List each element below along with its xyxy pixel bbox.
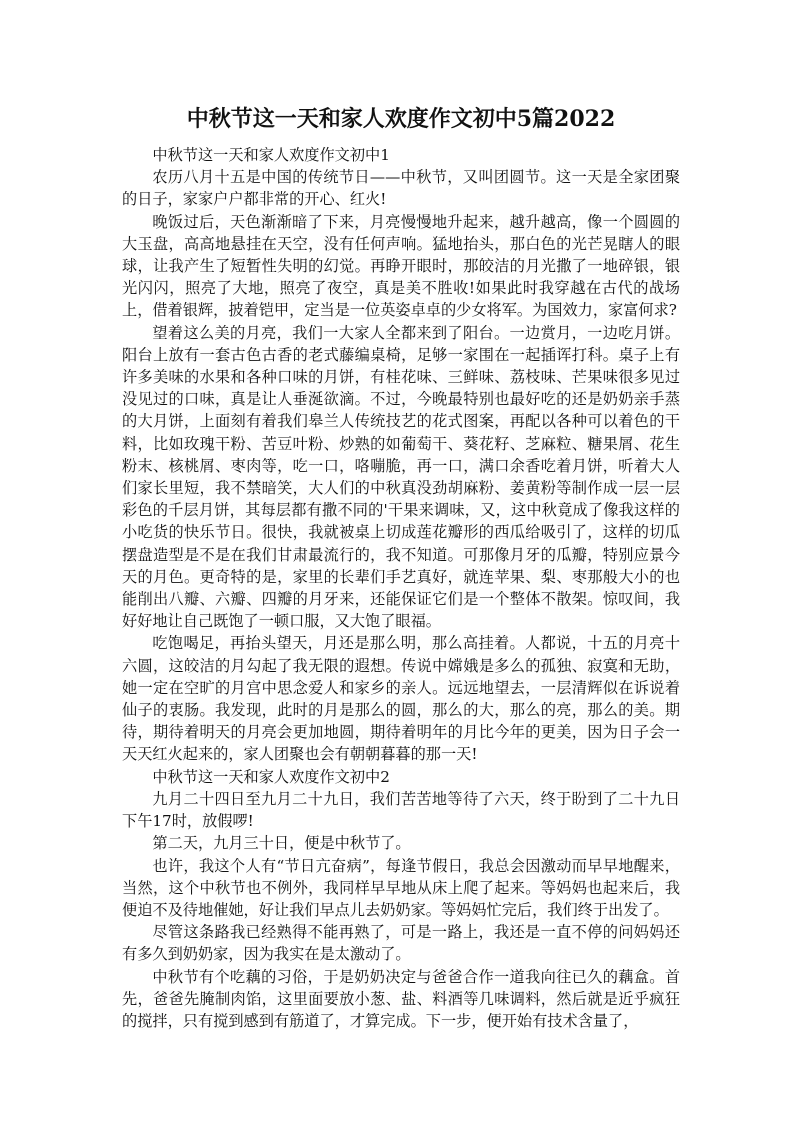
paragraph: 九月二十四日至九月二十九日，我们苦苦地等待了六天，终于盼到了二十九日下午17时，放假啰! [122, 789, 680, 831]
paragraph: 望着这么美的月亮，我们一大家人全都来到了阳台。一边赏月，一边吃月饼。阳台上放有一套古色古香的老式藤编桌椅，足够一家围在一起插诨打科。桌子上有许多美味的水果和各种口味的月饼，有桂花味、三鲜味、荔枝味、芒果味很多见过没见过的口味，真是让人垂涎欲滴。不过，今晚最特别也最好吃的还是奶奶亲手蒸的大月饼，上面刻有着我们皋兰人传统技艺的花式图案，再配以各种可以着色的干料，比如玫瑰干粉、苦豆叶粉、炒熟的如葡萄干、葵花籽、芝麻粒、糖果屑、花生粉末、核桃屑、枣肉等，吃一口，咯嘣脆，再一口，满口余香吃着月饼，听着大人们家长里短，我不禁暗笑，大人们的中秋真没劲胡麻粉、姜黄粉等制作成一层一层彩色的千层月饼，其每层都有撒不同的'干果来调味，又，这中秋竟成了像我这样的小吃货的快乐节日。很快，我就被桌上切成莲花瓣形的西瓜给吸引了，这样的切瓜摆盘造型是不是在我们甘肃最流行的，我不知道。可那像月牙的瓜瓣，特别应景今天的月色。更奇特的是，家里的长辈们手艺真好，就连苹果、梨、枣那般大小的也能削出八瓣、六瓣、四瓣的月牙来，还能保证它们是一个整体不散架。惊叹间，我好好地让自己既饱了一顿口服，又大饱了眼福。 [122, 323, 680, 631]
document-title: 中秋节这一天和家人欢度作文初中5篇2022 [186, 106, 616, 132]
section-heading-2: 中秋节这一天和家人欢度作文初中2 [152, 767, 390, 786]
paragraph: 中秋节有个吃藕的习俗，于是奶奶决定与爸爸合作一道我向往已久的藕盒。首先，爸爸先腌制肉馅，这里面要放小葱、盐、料酒等几味调料，然后就是近乎疯狂的搅拌，只有搅到感到有筋道了，才算完成。下一步，便开始有技术含量了， [122, 967, 680, 1030]
document-body [122, 144, 680, 1032]
paragraph: 尽管这条路我已经熟得不能再熟了，可是一路上，我还是一直不停的问妈妈还有多久到奶奶家，因为我实在是太激动了。 [122, 923, 680, 964]
section-heading-1: 中秋节这一天和家人欢度作文初中1 [152, 146, 390, 164]
paragraph: 农历八月十五是中国的传统节日——中秋节，又叫团圆节。这一天是全家团聚的日子，家家户户都非常的开心、红火! [122, 168, 680, 209]
paragraph: 吃饱喝足，再抬头望天，月还是那么明，那么高挂着。人都说，十五的月亮十六圆，这皎洁的月勾起了我无限的遐想。传说中嫦娥是多么的孤独、寂寞和无助，她一定在空旷的月宫中思念爱人和家乡的亲人。远远地望去，一层清辉似在诉说着仙子的衷肠。我发现，此时的月是那么的圆，那么的大，那么的亮，那么的美。期待，期待着明天的月亮会更加地圆，期待着明年的月比今年的更美，因为日子会一天天红火起来的，家人团聚也会有朝朝暮暮的那一天! [122, 634, 680, 764]
paragraph: 晚饭过后，天色渐渐暗了下来，月亮慢慢地升起来，越升越高，像一个圆圆的大玉盘，高高地悬挂在天空，没有任何声响。猛地抬头，那白色的光芒晃瞎人的眼球，让我产生了短暂性失明的幻觉。再睁开眼时，那皎洁的月光撒了一地碎银，银光闪闪，照亮了大地，照亮了夜空，真是美不胜收!如果此时我穿越在古代的战场上，借着银辉，披着铠甲，定当是一位英姿卓卓的少女将军。为国效力，家富何求? [122, 212, 680, 320]
document-page [122, 0, 680, 1032]
paragraph: 也许，我这个人有“节日亢奋病”，每逢节假日，我总会因激动而早早地醒来，当然，这个中秋节也不例外，我同样早早地从床上爬了起来。等妈妈也起来后，我便迫不及待地催她，好让我们早点儿去奶奶家。等妈妈忙完后，我们终于出发了。 [122, 856, 680, 919]
paragraph: 第二天，九月三十日，便是中秋节了。 [152, 834, 411, 853]
